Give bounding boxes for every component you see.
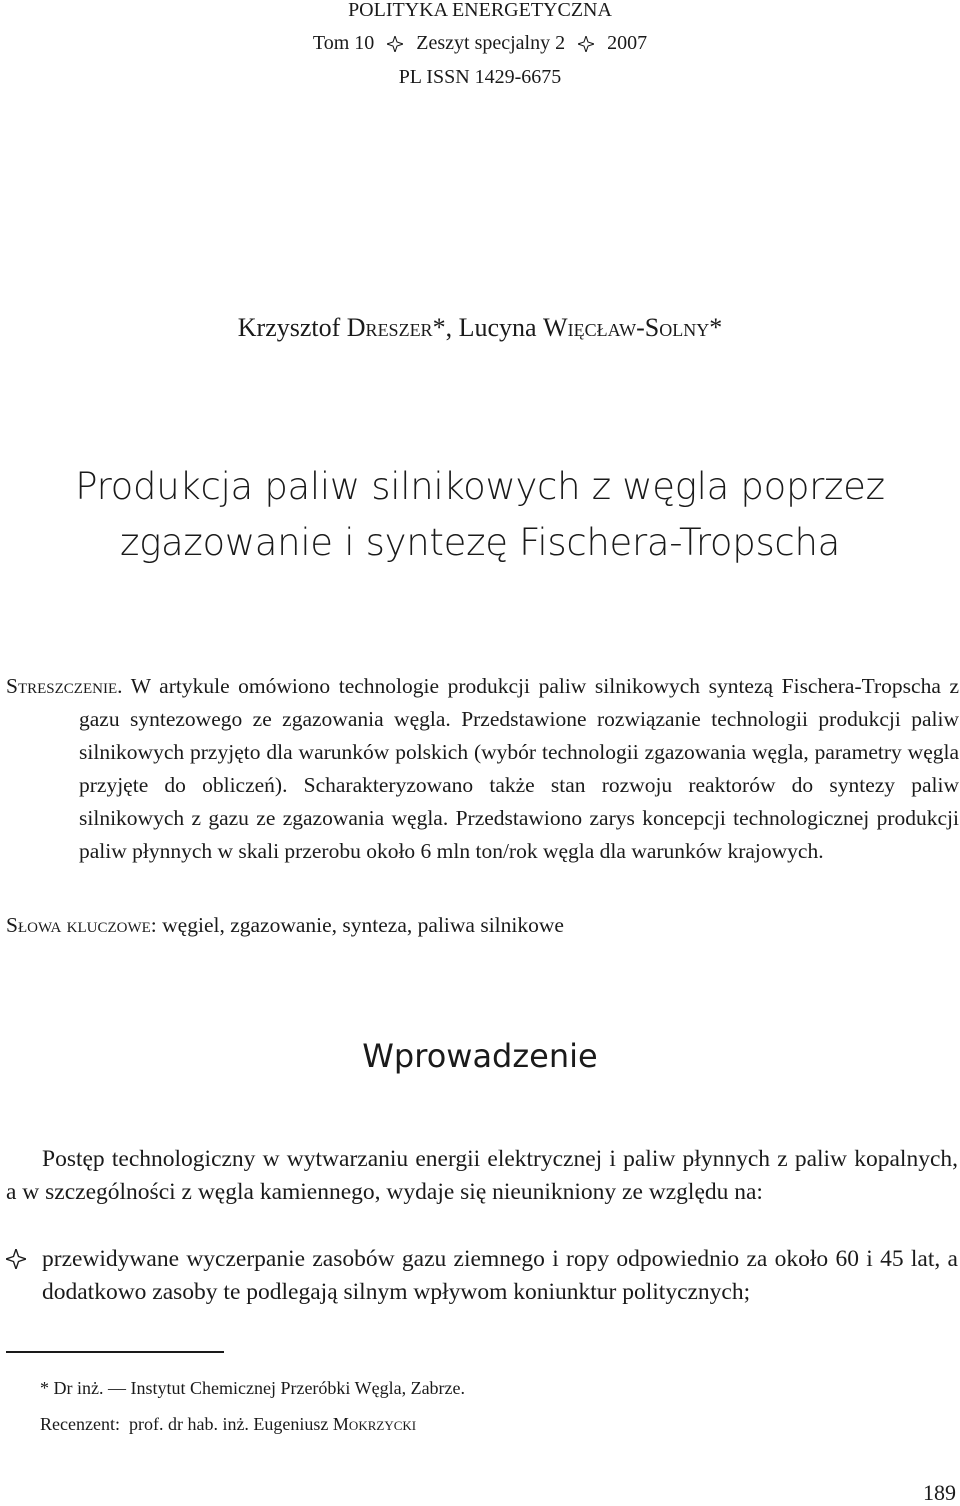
- author-2-mark: *: [709, 313, 723, 342]
- bullet-text: przewidywane wyczerpanie zasobów gazu ziemnego i ropy odpowiednio za około 60 i 45 lat, a dodatkowo zasoby te podlegają silnym wpływom koniunktur politycznych;: [42, 1246, 958, 1305]
- author-1-mark: *,: [432, 313, 453, 342]
- bullet-item: [6, 1243, 958, 1309]
- paper-title: [0, 459, 960, 571]
- author-2-last: Więcław-Solny: [543, 313, 710, 342]
- diamond-star-icon: [578, 36, 594, 52]
- footnote-affiliation: [40, 1376, 465, 1400]
- intro-paragraph: Postęp technologiczny w wytwarzaniu energii elektrycznej i paliw płynnych z paliw kopalnych, a w szczególności z węgla kamiennego, wydaje się nieunikniony ze względu na:: [6, 1146, 958, 1205]
- reviewer-name: prof. dr hab. inż. Eugeniusz: [128, 1414, 329, 1434]
- issue-text: Zeszyt specjalny 2: [416, 32, 566, 54]
- issn-line: [0, 65, 960, 89]
- author-2-first: Lucyna: [458, 313, 537, 342]
- journal-name-text: POLITYKA ENERGETYCZNA: [348, 0, 612, 21]
- footnote-divider: [6, 1351, 224, 1353]
- keywords-label: Słowa kluczowe:: [6, 913, 157, 937]
- section-heading: [0, 1036, 960, 1076]
- author-1-last: Dreszer: [346, 313, 433, 342]
- page-number: 189: [923, 1480, 956, 1505]
- volume-line: [0, 31, 960, 55]
- keywords-text: węgiel, zgazowanie, synteza, paliwa silnikowe: [162, 913, 564, 937]
- keywords: [6, 910, 956, 940]
- diamond-star-icon: [387, 36, 403, 52]
- abstract-label: Streszczenie.: [6, 674, 123, 698]
- abstract-text: W artykule omówiono technologie produkcji paliw silnikowych syntezą Fischera-Tropscha z gazu syntezowego ze zgazowania węgla. Przedstawione rozwiązanie technologii produkcji paliw silnikowych przyjęto dla warunków polskich (wybór technologii zgazowania węgla, parametry węgla przyjęte do obliczeń). Scharakteryzowano także stan rozwoju reaktorów do syntezy paliw silnikowych z gazu ze zgazowania węgla. Przedstawiono zarys koncepcji technologicznej produkcji paliw płynnych w skali przerobu około 6 mln ton/rok węgla dla warunków krajowych.: [79, 674, 959, 863]
- issn-text: PL ISSN 1429-6675: [398, 66, 562, 88]
- reviewer-surname: Mokrzycki: [332, 1414, 417, 1434]
- abstract: [6, 670, 959, 868]
- affiliation-text: * Dr inż. — Instytut Chemicznej Przeróbki Węgla, Zabrze.: [40, 1378, 466, 1398]
- title-line-1: Produkcja paliw silnikowych z węgla poprzez: [75, 465, 885, 508]
- section-heading-text: Wprowadzenie: [362, 1037, 598, 1075]
- footnote-reviewer: [40, 1412, 416, 1436]
- diamond-star-icon: [6, 1249, 26, 1269]
- title-line-2: zgazowanie i syntezę Fischera-Tropscha: [119, 521, 840, 564]
- volume-text: Tom 10: [312, 32, 375, 54]
- authors-line: [0, 313, 960, 343]
- journal-name: [0, 0, 960, 22]
- author-1-first: Krzysztof: [237, 313, 341, 342]
- year-text: 2007: [607, 32, 648, 54]
- reviewer-label: Recenzent:: [40, 1414, 120, 1434]
